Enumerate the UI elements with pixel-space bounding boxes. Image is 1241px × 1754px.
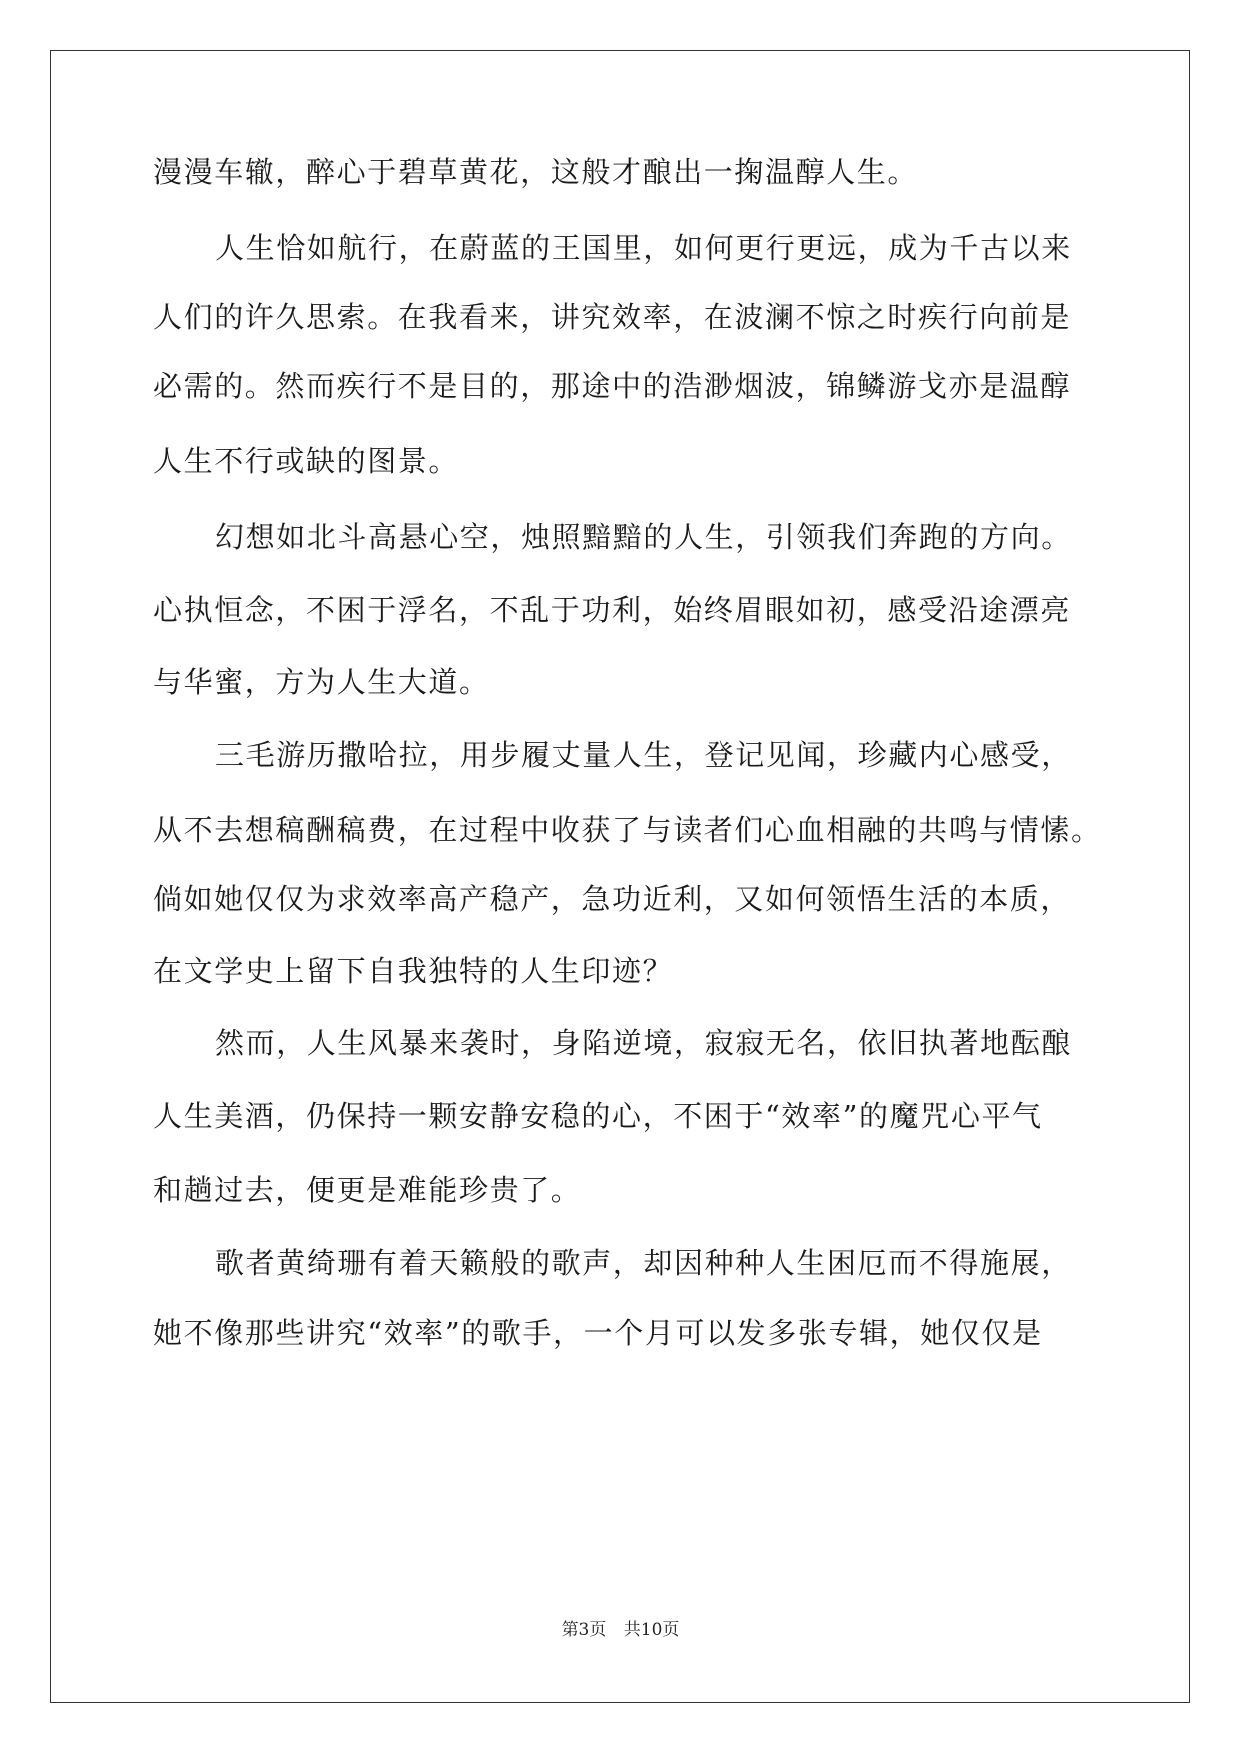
text-line: 与华蜜，方为人生大道。 — [153, 665, 490, 699]
text-line: 从不去想稿酬稿费，在过程中收获了与读者们心血相融的共鸣与情愫。 — [153, 813, 1102, 847]
text-line: 倘如她仅仅为求效率高产稳产，急功近利，又如何领悟生活的本质， — [153, 882, 1072, 916]
paragraph-first-line: 人生恰如航行，在蔚蓝的王国里，如何更行更远，成为千古以来 — [215, 231, 1072, 265]
text-line: 漫漫车辙，醉心于碧草黄花，这般才酿出一掬温醇人生。 — [153, 155, 919, 189]
paragraph-first-line: 三毛游历撒哈拉，用步履丈量人生，登记见闻，珍藏内心感受， — [215, 738, 1072, 772]
paragraph-first-line: 幻想如北斗高悬心空，烛照黯黯的人生，引领我们奔跑的方向。 — [215, 520, 1072, 554]
text-line: 在文学史上留下自我独特的人生印迹？ — [153, 954, 674, 988]
text-line: 人们的许久思索。在我看来，讲究效率，在波澜不惊之时疾行向前是 — [153, 300, 1072, 334]
paragraph-first-line: 歌者黄绮珊有着天籁般的歌声，却因种种人生困厄而不得施展， — [215, 1246, 1072, 1280]
text-line: 心执恒念，不困于浮名，不乱于功利，始终眉眼如初，感受沿途漂亮 — [153, 593, 1072, 627]
page-number: 第3页 — [561, 1620, 607, 1640]
text-line: 人生美酒，仍保持一颗安静安稳的心，不困于“效率”的魔咒心平气 — [153, 1099, 1043, 1133]
text-line: 和趟过去，便更是难能珍贵了。 — [153, 1173, 582, 1207]
text-line: 人生不行或缺的图景。 — [153, 444, 460, 478]
page-total: 共10页 — [623, 1620, 680, 1640]
text-line: 她不像那些讲究“效率”的歌手，一个月可以发多张专辑，她仅仅是 — [153, 1316, 1043, 1350]
paragraph-first-line: 然而，人生风暴来袭时，身陷逆境，寂寂无名，依旧执著地酝酿 — [215, 1026, 1072, 1060]
text-line: 必需的。然而疾行不是目的，那途中的浩渺烟波，锦鳞游戈亦是温醇 — [153, 369, 1072, 403]
page-footer — [0, 1618, 1241, 1642]
